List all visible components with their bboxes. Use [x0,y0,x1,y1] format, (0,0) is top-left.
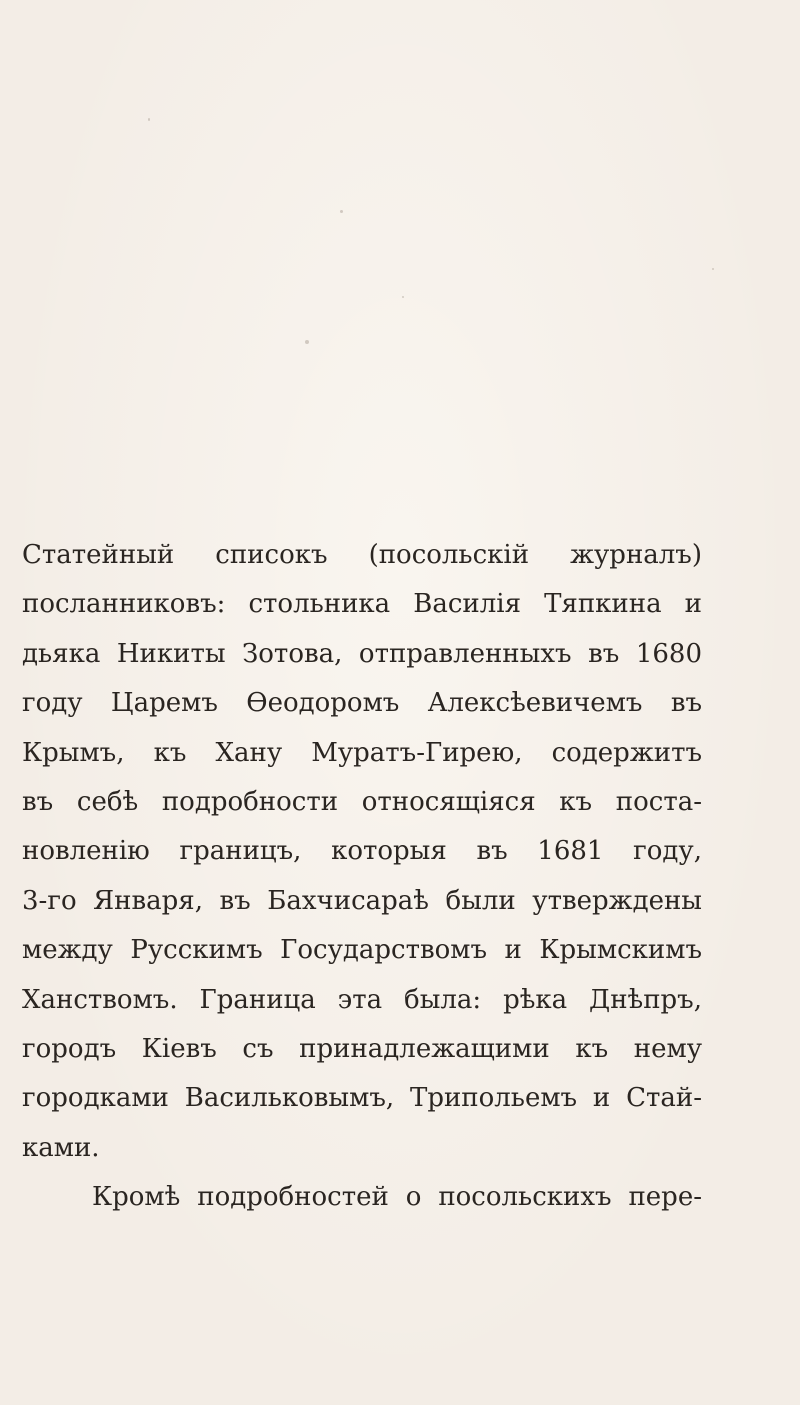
text-line: 3-го Января, въ Бахчисараѣ были утверждены [22,885,702,916]
paper-speck [148,118,150,121]
paper-speck [305,340,309,344]
text-line: Ханствомъ. Граница эта была: рѣка Днѣпръ, [22,984,702,1015]
text-line: новленію границъ, которыя въ 1681 году, [22,836,702,867]
body-text [22,531,702,1222]
text-line: городками Васильковымъ, Трипольемъ и Стай- [22,1083,702,1114]
paper-speck [340,210,343,213]
text-line: городъ Кіевъ съ принадлежащими къ нему [22,1033,702,1064]
text-line: Крымъ, къ Хану Муратъ-Гирею, содержитъ [22,737,702,768]
text-line: въ себѣ подробности относящіяся къ поста- [22,786,702,817]
text-line: между Русскимъ Государствомъ и Крымскимъ [22,935,702,966]
text-line: Кромѣ подробностей о посольскихъ пере- [92,1182,702,1213]
paper-speck [402,296,404,298]
text-line: году Царемъ Ѳеодоромъ Алексѣевичемъ въ [22,688,702,719]
text-line: ками. [22,1132,100,1163]
text-line: дьяка Никиты Зотова, отправленныхъ въ 1680 [22,638,702,669]
text-line: Статейный списокъ (посольскій журналъ) [22,540,702,570]
paper-speck [712,268,714,270]
text-line: посланниковъ: стольника Василія Тяпкина и [22,589,702,620]
